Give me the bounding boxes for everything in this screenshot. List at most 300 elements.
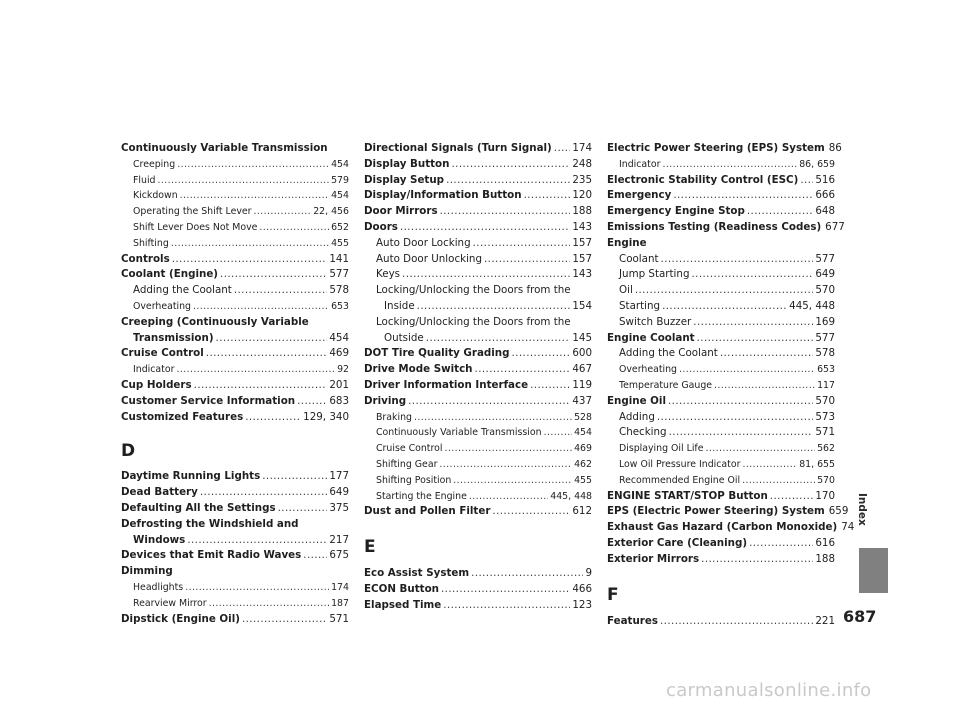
page-reference[interactable]: 454 [331, 158, 349, 170]
dot-leader [242, 612, 327, 628]
dot-leader [440, 204, 571, 220]
dot-leader [742, 457, 797, 473]
page-number: 687 [843, 607, 877, 626]
dot-leader [444, 441, 572, 457]
dot-leader [512, 346, 571, 362]
page-reference[interactable]: 649 [329, 486, 349, 499]
entry-label: Emissions Testing (Readiness Codes) [607, 220, 822, 233]
index-subentry [607, 299, 835, 315]
entry-label: Continuously Variable Transmission [376, 427, 542, 439]
index-heading: Engine [607, 236, 647, 249]
dot-leader [451, 157, 570, 173]
index-subentry [364, 299, 592, 315]
dot-leader [473, 236, 571, 252]
index-entry [121, 548, 349, 564]
entry-label: Outside [384, 331, 424, 344]
index-entry [121, 612, 349, 628]
index-subentry [607, 315, 835, 331]
entry-label: Daytime Running Lights [121, 470, 261, 483]
dot-leader [400, 220, 570, 236]
dot-leader [673, 188, 813, 204]
index-entry [121, 394, 349, 410]
page-reference[interactable]: 677 [825, 220, 845, 233]
entry-label: Features [607, 614, 658, 627]
index-entry [364, 394, 592, 410]
entry-label: Cup Holders [121, 378, 192, 391]
section-letter: F [607, 584, 619, 605]
dot-leader [742, 473, 815, 489]
page-reference[interactable]: 92 [337, 364, 349, 376]
entry-label: Switch Buzzer [619, 315, 692, 328]
page-reference[interactable]: 571 [815, 426, 835, 439]
dot-leader [443, 598, 570, 614]
entry-label: Starting [619, 299, 661, 312]
index-subentry [607, 425, 835, 441]
page-reference[interactable]: 454 [574, 427, 592, 439]
page-reference[interactable]: 188 [572, 205, 592, 218]
entry-label: Checking [619, 426, 667, 439]
entry-label: Indicator [133, 364, 175, 376]
index-entry [607, 489, 835, 505]
page-reference[interactable]: 652 [331, 221, 349, 233]
page-reference[interactable]: 683 [329, 394, 349, 407]
dot-leader [245, 410, 301, 426]
entry-label: Recommended Engine Oil [619, 474, 741, 486]
section-letter: E [364, 537, 376, 558]
index-entry [607, 504, 849, 520]
entry-label: Drive Mode Switch [364, 363, 473, 376]
dot-leader [220, 267, 327, 283]
page-reference[interactable]: 579 [331, 174, 349, 186]
entry-label: Windows [133, 533, 186, 546]
page-reference[interactable]: 119 [572, 378, 592, 391]
page-reference[interactable]: 123 [572, 598, 592, 611]
index-entry [364, 598, 592, 614]
entry-label: Engine Oil [607, 394, 666, 407]
page-reference[interactable]: 235 [572, 173, 592, 186]
index-column-1 [121, 141, 349, 627]
dot-leader [417, 299, 571, 315]
dot-leader [187, 533, 327, 549]
page-reference[interactable]: 141 [329, 252, 349, 265]
index-subentry [364, 410, 592, 426]
entry-label: Elapsed Time [364, 598, 442, 611]
dot-leader [770, 489, 814, 505]
page-reference[interactable]: 528 [574, 411, 592, 423]
page-reference[interactable]: 445, 448 [550, 490, 592, 502]
entry-label: Adding the Coolant [619, 347, 718, 360]
entry-label: Braking [376, 411, 412, 423]
dot-leader [216, 331, 328, 347]
index-subentry [607, 157, 835, 173]
index-subentry [121, 157, 349, 173]
dot-leader [180, 188, 329, 204]
index-subentry [121, 596, 349, 612]
entry-label: ENGINE START/STOP Button [607, 489, 768, 502]
dot-leader [492, 504, 570, 520]
page-reference[interactable]: 570 [817, 474, 835, 486]
dot-leader [661, 252, 814, 268]
dot-leader [697, 331, 814, 347]
entry-label: Low Oil Pressure Indicator [619, 458, 741, 470]
entry-label: Exterior Care (Cleaning) [607, 536, 748, 549]
index-entry [607, 204, 835, 220]
entry-label: Emergency [607, 189, 672, 202]
page-reference[interactable]: 9 [585, 567, 592, 580]
dot-leader [471, 566, 583, 582]
dot-leader [234, 283, 328, 299]
index-subentry [607, 441, 835, 457]
entry-label: Fluid [133, 174, 156, 186]
index-column-3 [607, 141, 855, 629]
dot-leader [524, 188, 571, 204]
entry-label: ECON Button [364, 582, 439, 595]
page-reference[interactable]: 653 [331, 300, 349, 312]
index-subentry [607, 346, 835, 362]
dot-leader [185, 580, 329, 596]
page-reference[interactable]: 145 [572, 331, 592, 344]
page-reference[interactable]: 666 [815, 189, 835, 202]
entry-label: Emergency Engine Stop [607, 205, 745, 218]
dot-leader [706, 441, 816, 457]
index-subentry [364, 267, 592, 283]
dot-leader [254, 204, 312, 220]
entry-label: Cruise Control [121, 347, 204, 360]
entry-label: Coolant (Engine) [121, 268, 219, 281]
index-subentry [121, 299, 349, 315]
entry-label: Inside [384, 299, 415, 312]
index-entry [121, 378, 349, 394]
index-subentry [607, 252, 835, 268]
page-reference[interactable]: 578 [815, 347, 835, 360]
page-reference[interactable]: 577 [329, 268, 349, 281]
page-reference[interactable]: 169 [815, 315, 835, 328]
page-reference[interactable]: 86 [828, 142, 842, 154]
index-subentry [607, 283, 835, 299]
page-reference[interactable]: 649 [815, 268, 835, 281]
dot-leader [441, 582, 570, 598]
dot-leader [554, 141, 571, 157]
dot-leader [172, 252, 328, 268]
page-reference[interactable]: 570 [815, 394, 835, 407]
page-reference[interactable]: 81, 655 [799, 458, 835, 470]
entry-label: Devices that Emit Radio Waves [121, 549, 302, 562]
index-entry [364, 346, 592, 362]
index-entry [607, 173, 835, 189]
entry-label: Shifting Gear [376, 458, 438, 470]
index-column-2 [364, 141, 592, 614]
entry-label: Doors [364, 220, 398, 233]
index-entry [607, 394, 835, 410]
page-reference[interactable]: 455 [331, 237, 349, 249]
page-reference[interactable]: 174 [331, 581, 349, 593]
page-reference[interactable]: 217 [329, 533, 349, 546]
page-reference[interactable]: 248 [572, 157, 592, 170]
index-subentry [364, 441, 592, 457]
entry-label: Dipstick (Engine Oil) [121, 612, 240, 625]
entry-label: Electric Power Steering (EPS) System [607, 142, 825, 154]
index-subheading: Locking/Unlocking the Doors from the [376, 284, 571, 297]
entry-label: Headlights [133, 581, 184, 593]
page-reference[interactable]: 469 [574, 443, 592, 455]
page-reference[interactable]: 117 [817, 379, 835, 391]
entry-label: Jump Starting [619, 268, 690, 281]
index-subentry [607, 410, 835, 426]
entry-label: Auto Door Unlocking [376, 252, 482, 265]
entry-label: Rearview Mirror [133, 597, 207, 609]
dot-leader [668, 394, 813, 410]
dot-leader [660, 614, 813, 630]
index-subentry [607, 362, 835, 378]
entry-label: EPS (Electric Power Steering) System [607, 505, 825, 518]
index-subentry [364, 252, 592, 268]
page-reference[interactable]: 187 [331, 597, 349, 609]
dot-leader [206, 346, 328, 362]
page-reference[interactable]: 516 [815, 173, 835, 186]
index-subentry [607, 473, 835, 489]
entry-label: Dead Battery [121, 486, 198, 499]
entry-label: Display/Information Button [364, 189, 522, 202]
page-reference[interactable]: 129, 340 [303, 410, 349, 423]
dot-leader [749, 536, 813, 552]
entry-label: Starting the Engine [376, 490, 467, 502]
entry-label: Customer Service Information [121, 394, 296, 407]
index-subentry [364, 425, 592, 441]
page-reference[interactable]: 653 [817, 364, 835, 376]
page-reference[interactable]: 375 [329, 501, 349, 514]
page-reference[interactable]: 157 [572, 236, 592, 249]
index-entry [364, 157, 592, 173]
dot-leader [747, 204, 813, 220]
page-reference[interactable]: 562 [817, 443, 835, 455]
index-subentry [607, 378, 835, 394]
entry-label: Coolant [619, 252, 659, 265]
page-reference[interactable]: 201 [329, 378, 349, 391]
index-subentry [121, 362, 349, 378]
index-subentry [607, 457, 835, 473]
index-entry [607, 520, 855, 536]
entry-label: Directional Signals (Turn Signal) [364, 142, 552, 154]
dot-leader [693, 315, 813, 331]
page-reference[interactable]: 143 [572, 268, 592, 281]
index-entry [607, 188, 835, 204]
page-reference[interactable]: 469 [329, 347, 349, 360]
entry-label: Displaying Oil Life [619, 443, 704, 455]
index-entry [607, 220, 845, 236]
index-subentry [364, 236, 592, 252]
dot-leader [669, 425, 814, 441]
page-reference[interactable]: 455 [574, 474, 592, 486]
index-subentry [121, 204, 349, 220]
entry-label: Temperature Gauge [619, 379, 713, 391]
index-subheading: Locking/Unlocking the Doors from the [376, 315, 571, 328]
dot-leader [259, 220, 329, 236]
dot-leader [530, 378, 570, 394]
index-subentry [121, 580, 349, 596]
page-reference[interactable]: 577 [815, 252, 835, 265]
entry-label: Adding [619, 410, 655, 423]
page-reference[interactable]: 616 [815, 536, 835, 549]
index-heading: Defrosting the Windshield and [121, 517, 299, 530]
page-reference[interactable]: 454 [331, 190, 349, 202]
page-reference[interactable]: 570 [815, 284, 835, 297]
entry-label: Shifting [133, 237, 169, 249]
dot-leader [194, 378, 328, 394]
dot-leader [171, 236, 329, 252]
dot-leader [177, 157, 329, 173]
index-subentry [364, 331, 592, 347]
dot-leader [200, 485, 327, 501]
entry-label: Driver Information Interface [364, 378, 529, 391]
page-reference[interactable]: 462 [574, 458, 592, 470]
page-reference[interactable]: 454 [329, 331, 349, 344]
dot-leader [446, 173, 570, 189]
entry-label: Operating the Shift Lever [133, 206, 252, 218]
page-reference[interactable]: 143 [572, 220, 592, 233]
section-tab [859, 548, 888, 593]
entry-label: Controls [121, 252, 170, 265]
page-reference[interactable]: 174 [572, 142, 592, 154]
page-reference[interactable]: 437 [572, 394, 592, 407]
index-entry [364, 173, 592, 189]
entry-label: Dust and Pollen Filter [364, 505, 491, 518]
index-entry [121, 267, 349, 283]
dot-leader [657, 410, 813, 426]
entry-label: Defaulting All the Settings [121, 501, 276, 514]
page-reference[interactable]: 221 [815, 614, 835, 627]
entry-label: Eco Assist System [364, 567, 470, 580]
dot-leader [176, 362, 335, 378]
page-reference[interactable]: 578 [329, 284, 349, 297]
entry-label: Transmission) [133, 331, 214, 344]
entry-label: Display Setup [364, 173, 445, 186]
page-reference[interactable]: 445, 448 [789, 299, 835, 312]
entry-label: Shifting Position [376, 474, 452, 486]
index-subentry [364, 473, 592, 489]
dot-leader [278, 501, 328, 517]
page-reference[interactable]: 154 [572, 299, 592, 312]
page-reference[interactable]: 466 [572, 582, 592, 595]
entry-label: Overheating [133, 300, 192, 312]
entry-label: Shift Lever Does Not Move [133, 221, 258, 233]
page-reference[interactable]: 577 [815, 331, 835, 344]
entry-label: Engine Coolant [607, 331, 695, 344]
dot-leader [469, 489, 548, 505]
page-reference[interactable]: 571 [329, 612, 349, 625]
entry-label: Indicator [619, 158, 661, 170]
dot-leader [635, 283, 814, 299]
dot-leader [662, 157, 797, 173]
page-reference[interactable]: 467 [572, 363, 592, 376]
entry-label: Auto Door Locking [376, 236, 471, 249]
dot-leader [720, 346, 814, 362]
index-entry [607, 331, 835, 347]
index-entry [121, 331, 349, 347]
index-entry [121, 485, 349, 501]
index-entry [121, 346, 349, 362]
index-subentry [121, 220, 349, 236]
dot-leader [262, 469, 327, 485]
dot-leader [158, 173, 330, 189]
page-reference[interactable]: 170 [815, 489, 835, 502]
dot-leader [297, 394, 327, 410]
dot-leader [303, 548, 327, 564]
index-subentry [607, 267, 835, 283]
page-reference[interactable]: 612 [572, 505, 592, 518]
page-reference[interactable]: 120 [572, 189, 592, 202]
page-reference[interactable]: 659 [828, 505, 849, 518]
dot-leader [679, 362, 815, 378]
page-reference[interactable]: 648 [815, 205, 835, 218]
dot-leader [439, 457, 572, 473]
page-reference[interactable]: 86, 659 [799, 158, 835, 170]
dot-leader [544, 425, 573, 441]
index-entry [121, 410, 349, 426]
index-heading: Creeping (Continuously Variable [121, 315, 309, 328]
index-entry [364, 362, 592, 378]
index-entry [364, 378, 592, 394]
index-subentry [364, 457, 592, 473]
index-entry [607, 141, 842, 157]
page-reference[interactable]: 188 [815, 552, 835, 565]
entry-label: Overheating [619, 364, 678, 376]
page-reference[interactable]: 74 [841, 521, 855, 534]
index-entry [364, 188, 592, 204]
dot-leader [662, 299, 787, 315]
dot-leader [408, 394, 570, 410]
index-entry [121, 533, 349, 549]
index-heading: Dimming [121, 565, 173, 578]
dot-leader [701, 552, 813, 568]
dot-leader [800, 173, 813, 189]
entry-label: Driving [364, 394, 407, 407]
page-reference[interactable]: 573 [815, 410, 835, 423]
entry-label: Display Button [364, 157, 450, 170]
entry-label: Keys [376, 268, 401, 281]
dot-leader [475, 362, 571, 378]
dot-leader [414, 410, 572, 426]
index-entry [364, 582, 592, 598]
index-entry [121, 469, 349, 485]
index-entry [607, 552, 835, 568]
page-reference[interactable]: 157 [572, 252, 592, 265]
section-letter: D [121, 441, 136, 462]
entry-label: Electronic Stability Control (ESC) [607, 173, 799, 186]
index-subentry [121, 283, 349, 299]
entry-label: Customized Features [121, 410, 244, 423]
page-reference[interactable]: 22, 456 [313, 206, 349, 218]
index-subentry [364, 489, 592, 505]
dot-leader [484, 252, 570, 268]
index-entry [121, 252, 349, 268]
entry-label: Adding the Coolant [133, 284, 232, 297]
dot-leader [193, 299, 329, 315]
index-entry [364, 220, 592, 236]
page-reference[interactable]: 600 [572, 347, 592, 360]
index-subentry [121, 173, 349, 189]
dot-leader [426, 331, 571, 347]
index-entry [121, 501, 349, 517]
entry-label: Kickdown [133, 190, 178, 202]
index-entry [364, 204, 592, 220]
page-reference[interactable]: 177 [329, 470, 349, 483]
dot-leader [453, 473, 572, 489]
watermark: carmanualsonline.info [666, 680, 872, 701]
entry-label: Creeping [133, 158, 176, 170]
page-reference[interactable]: 675 [329, 549, 349, 562]
index-entry [364, 566, 592, 582]
entry-label: Door Mirrors [364, 205, 438, 218]
